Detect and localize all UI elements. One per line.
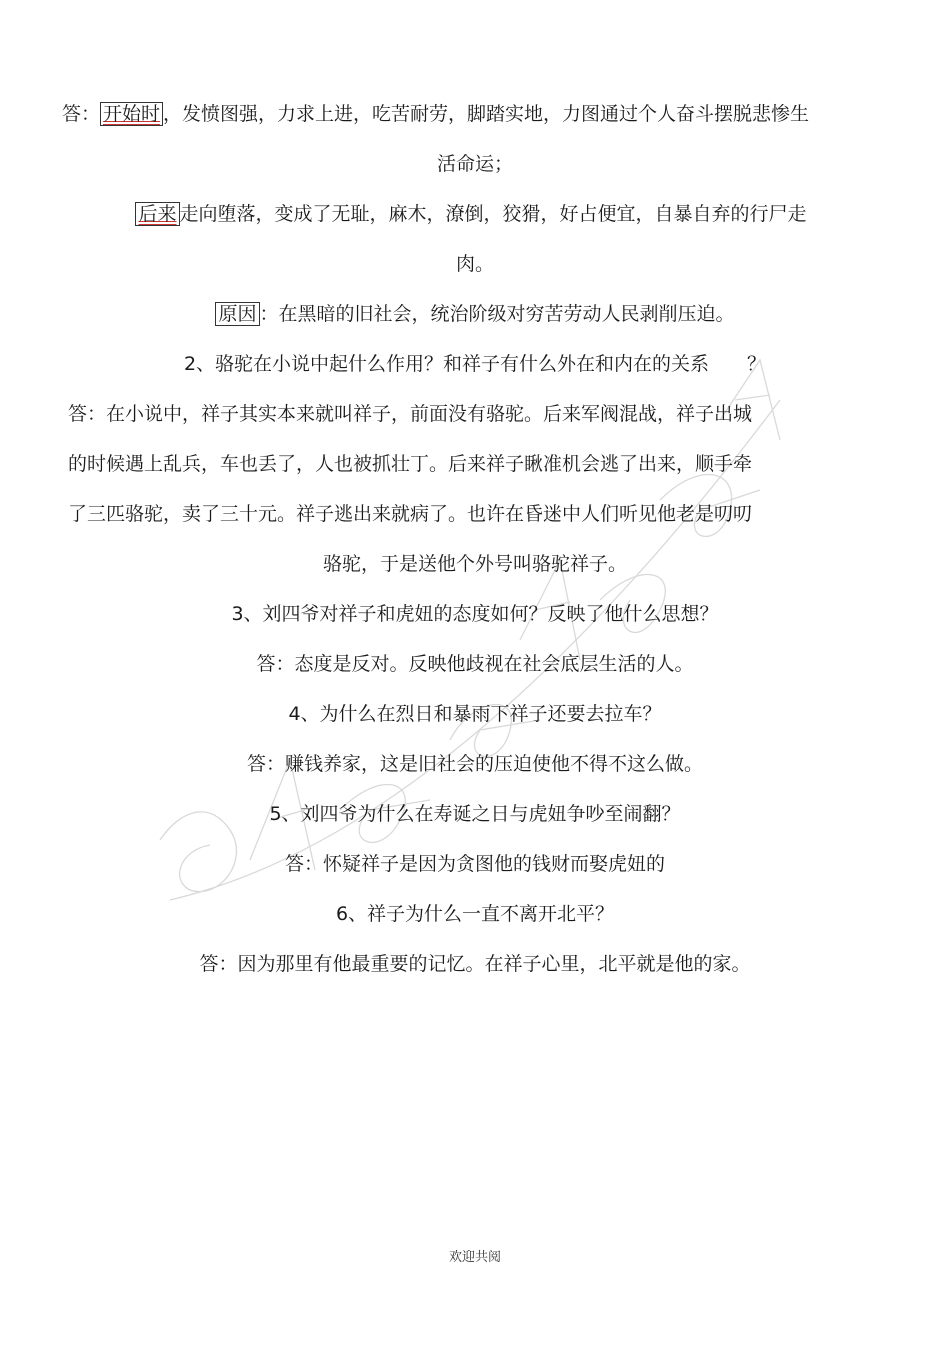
answer-2-line-4: 骆驼，于是送他个外号叫骆驼祥子。 — [322, 553, 627, 575]
boxed-term-later: 后来 — [135, 202, 179, 226]
question-2: 2、骆驼在小说中起什么作用？和祥子有什么外在和内在的关系 ？ — [183, 353, 767, 375]
answer-1-line-1 — [62, 100, 882, 128]
answer-1-line-5 — [0, 300, 950, 328]
answer-1-text-reason: ：在黑暗的旧社会，统治阶级对穷苦劳动人民剥削压迫。 — [259, 303, 735, 325]
answer-1-text: ，发愤图强，力求上进，吃苦耐劳，脚踏实地，力图通过个人奋斗摆脱悲惨生 — [163, 103, 810, 125]
answer-1-line-4: 肉。 — [455, 253, 494, 275]
answer-2-line-1: 答：在小说中，祥子其实本来就叫祥子，前面没有骆驼。后来军阀混战，祥子出城 — [68, 403, 753, 425]
boxed-term-reason: 原因 — [215, 302, 259, 326]
answer-1-text-later: 走向堕落，变成了无耻，麻木，潦倒，狡猾，好占便宜，自暴自弃的行尸走 — [179, 203, 807, 225]
answer-4: 答：赚钱养家，这是旧社会的压迫使他不得不这么做。 — [246, 753, 703, 775]
answer-5: 答：怀疑祥子是因为贪图他的钱财而娶虎妞的 — [284, 853, 665, 875]
answer-6: 答：因为那里有他最重要的记忆。在祥子心里，北平就是他的家。 — [199, 953, 751, 975]
question-4: 4、为什么在烈日和暴雨下祥子还要去拉车？ — [288, 703, 662, 725]
answer-prefix: 答： — [62, 103, 101, 125]
question-6: 6、祥子为什么一直不离开北平？ — [335, 903, 615, 925]
boxed-term-start: 开始时 — [100, 102, 163, 126]
answer-1-line-3 — [0, 200, 946, 228]
answer-3: 答：态度是反对。反映他歧视在社会底层生活的人。 — [256, 653, 694, 675]
answer-1-line-2: 活命运； — [436, 153, 513, 175]
question-5: 5、刘四爷为什么在寿诞之日与虎妞争吵至闹翻？ — [269, 803, 681, 825]
answer-2-line-2: 的时候遇上乱兵，车也丢了，人也被抓壮丁。后来祥子瞅准机会逃了出来，顺手牵 — [68, 453, 753, 475]
question-3: 3、刘四爷对祥子和虎妞的态度如何？反映了他什么思想？ — [231, 603, 719, 625]
page-footer: 欢迎共阅 — [448, 1250, 501, 1265]
answer-2-line-3: 了三匹骆驼，卖了三十元。祥子逃出来就病了。也许在昏迷中人们听见他老是叨叨 — [68, 503, 753, 525]
